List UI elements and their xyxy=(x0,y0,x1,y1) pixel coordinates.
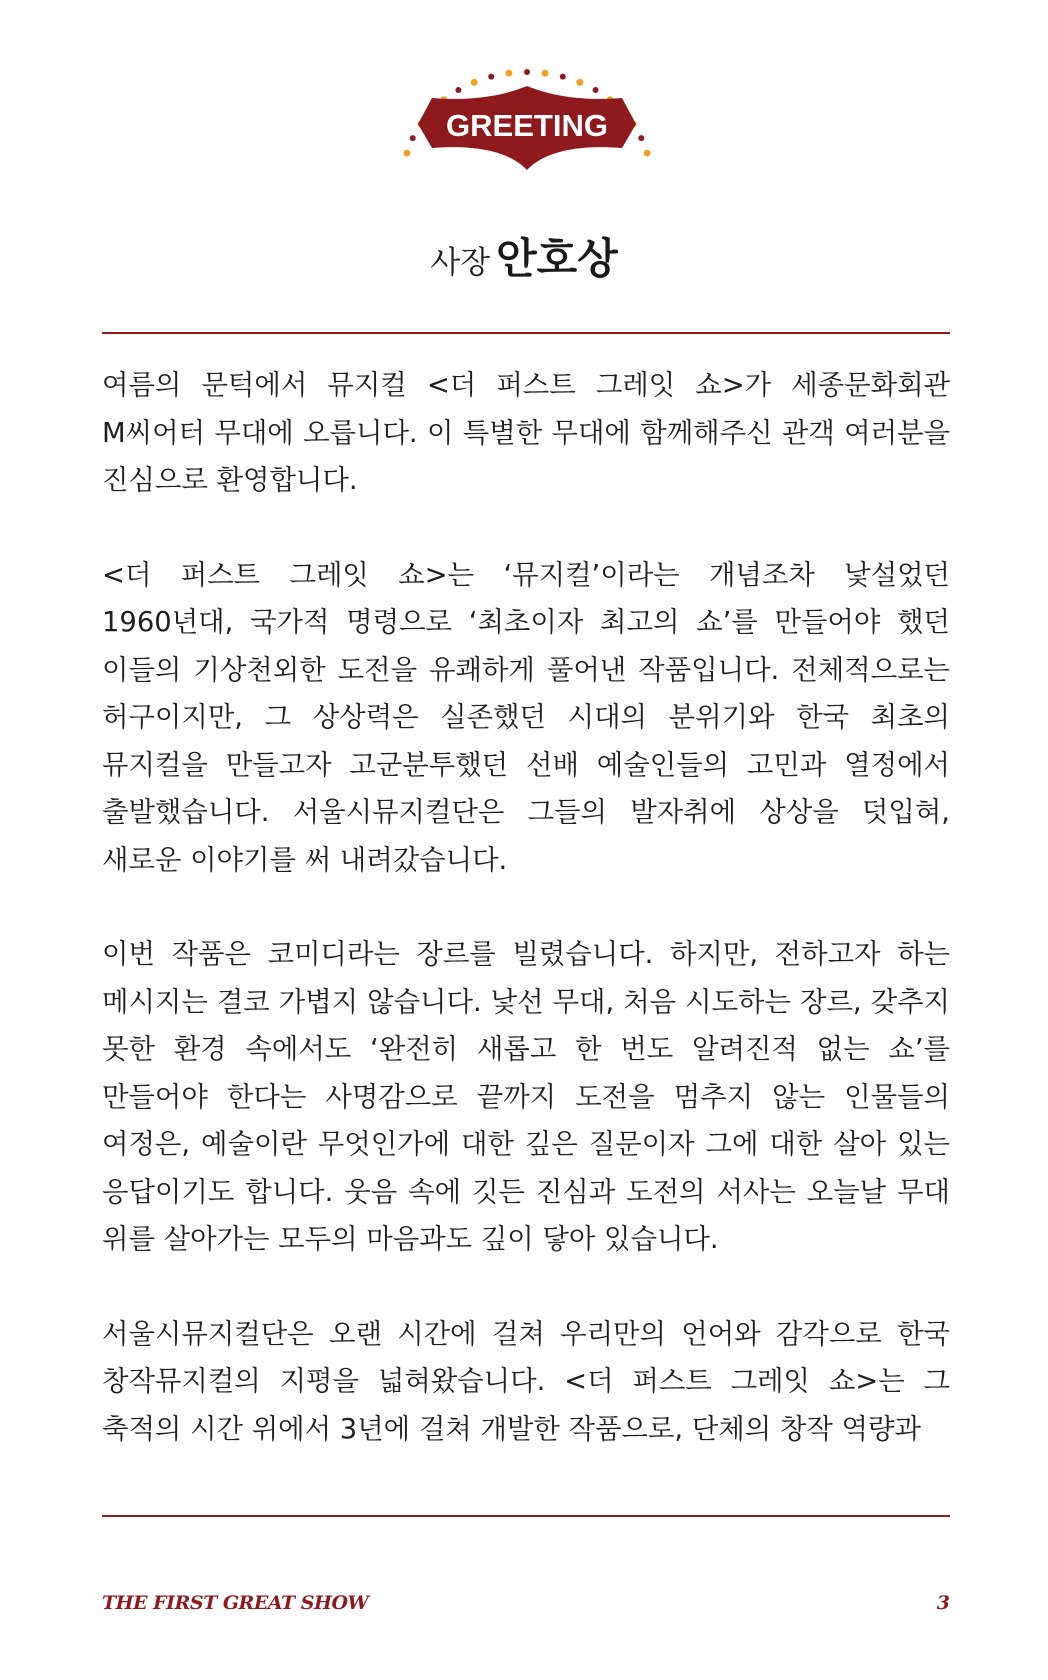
marquee-bulb xyxy=(638,135,644,141)
badge-label: GREETING xyxy=(446,108,608,143)
top-divider xyxy=(102,332,950,334)
marquee-bulb xyxy=(506,70,513,77)
bottom-divider xyxy=(102,1515,950,1517)
paragraph: <더 퍼스트 그레잇 쇼>는 ‘뮤지컬’이라는 개념조차 낯설었던 1960년대, 국가적 명령으로 ‘최초이자 최고의 쇼’를 만들어야 했던 이들의 기상천외한 도전을 유쾌하게 풀어낸 작품입니다. 전체적으로는 허구이지만, 그 상상력은 실존했던 시대의 분위기와 한국 최초의 뮤지컬을 만들고자 고군분투했던 선배 예술인들의 고민과 열정에서 출발했습니다. 서울시뮤지컬단은 그들의 발자취에 상상을 덧입혀, 새로운 이야기를 써 내려갔습니다. xyxy=(102,559,950,876)
title-name: 안호상 xyxy=(496,234,618,283)
marquee-bulb xyxy=(455,87,461,93)
marquee-sign-icon xyxy=(392,62,662,192)
marquee-bulb xyxy=(644,150,651,157)
marquee-bulb xyxy=(404,150,411,157)
marquee-bulb xyxy=(524,69,530,75)
marquee-bulb xyxy=(576,79,583,86)
title-role: 사장 xyxy=(430,245,491,281)
marquee-bulb xyxy=(488,74,494,80)
page-number: 3 xyxy=(936,1592,950,1614)
paragraph: 이번 작품은 코미디라는 장르를 빌렸습니다. 하지만, 전하고자 하는 메시지는 결코 가볍지 않습니다. 낯선 무대, 처음 시도하는 장르, 갖추지 못한 환경 속에서도 ‘완전히 새롭고 한 번도 알려진적 없는 쇼’를 만들어야 한다는 사명감으로 끝까지 도전을 멈추지 않는 인물들의 여정은, 예술이란 무엇인가에 대한 깊은 질문이자 그에 대한 살아 있는 응답이기도 합니다. 웃음 속에 깃든 진심과 도전의 서사는 오늘날 무대 위를 살아가는 모두의 마음과도 깊이 닿아 있습니다. xyxy=(102,939,950,1255)
marquee-bulb xyxy=(560,74,566,80)
paragraph: 서울시뮤지컬단은 오랜 시간에 걸쳐 우리만의 언어와 감각으로 한국 창작뮤지컬의 지평을 넓혀왔습니다. <더 퍼스트 그레잇 쇼>는 그 축적의 시간 위에서 3년에 걸쳐 개발한 작품으로, 단체의 창작 역량과 xyxy=(102,1318,950,1445)
marquee-bulb xyxy=(542,70,549,77)
greeting-badge xyxy=(392,62,662,192)
marquee-bulb xyxy=(410,135,416,141)
marquee-bulb xyxy=(593,87,599,93)
greeting-body xyxy=(102,362,950,1487)
marquee-bulb xyxy=(471,79,478,86)
paragraph: 여름의 문턱에서 뮤지컬 <더 퍼스트 그레잇 쇼>가 세종문화회관 M씨어터 무대에 오릅니다. 이 특별한 무대에 함께해주신 관객 여러분을 진심으로 환영합니다. xyxy=(102,370,950,496)
footer-show-title: THE FIRST GREAT SHOW xyxy=(102,1592,369,1614)
page-title xyxy=(0,226,1048,286)
